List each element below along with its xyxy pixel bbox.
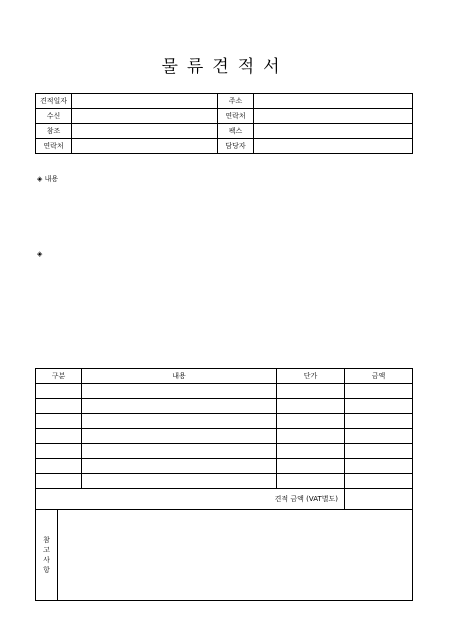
total-row: [36, 489, 413, 510]
fax-field[interactable]: [254, 124, 413, 139]
notes-label: 참고사항: [36, 510, 58, 601]
content-label: 내용: [44, 175, 59, 183]
table-cell[interactable]: [277, 384, 345, 399]
table-header-row: [36, 369, 413, 384]
table-cell[interactable]: [277, 459, 345, 474]
table-row: [36, 429, 413, 444]
notes-row: [36, 510, 413, 601]
table-row: [36, 399, 413, 414]
table-row: [36, 109, 413, 124]
table-cell[interactable]: [82, 474, 277, 489]
total-amount-field[interactable]: [345, 489, 413, 510]
table-cell[interactable]: [277, 399, 345, 414]
info-table: [35, 93, 413, 154]
table-cell[interactable]: [82, 429, 277, 444]
table-cell[interactable]: [36, 444, 82, 459]
table-cell[interactable]: [82, 414, 277, 429]
header-amount: 금액: [345, 369, 413, 384]
table-row: [36, 459, 413, 474]
table-cell[interactable]: [277, 429, 345, 444]
label-quote-date: 견적일자: [36, 94, 72, 109]
table-row: [36, 124, 413, 139]
table-row: [36, 384, 413, 399]
table-cell[interactable]: [82, 399, 277, 414]
table-cell[interactable]: [345, 459, 413, 474]
label-contact: 연락처: [218, 109, 254, 124]
table-row: [36, 414, 413, 429]
table-cell[interactable]: [345, 444, 413, 459]
table-row: [36, 139, 413, 154]
table-cell[interactable]: [36, 399, 82, 414]
manager-field[interactable]: [254, 139, 413, 154]
total-label: 견적 금액 (VAT별도): [36, 489, 345, 510]
label-reference: 참조: [36, 124, 72, 139]
contact-left-field[interactable]: [72, 139, 218, 154]
table-row: [36, 94, 413, 109]
label-fax: 팩스: [218, 124, 254, 139]
header-unit-price: 단가: [277, 369, 345, 384]
table-cell[interactable]: [36, 414, 82, 429]
reference-field[interactable]: [72, 124, 218, 139]
diamond-bullet-icon: ◈: [37, 175, 43, 183]
table-cell[interactable]: [277, 414, 345, 429]
notes-field[interactable]: [58, 510, 413, 601]
label-contact-left: 연락처: [36, 139, 72, 154]
second-section-heading: [37, 250, 42, 258]
contact-field[interactable]: [254, 109, 413, 124]
label-address: 주소: [218, 94, 254, 109]
table-cell[interactable]: [82, 384, 277, 399]
table-cell[interactable]: [36, 459, 82, 474]
diamond-bullet-icon: ◈: [37, 250, 43, 258]
table-row: [36, 444, 413, 459]
table-cell[interactable]: [36, 384, 82, 399]
table-cell[interactable]: [277, 474, 345, 489]
label-manager: 담당자: [218, 139, 254, 154]
item-table: [35, 368, 413, 601]
table-row: [36, 474, 413, 489]
content-section-heading: [37, 174, 58, 184]
address-field[interactable]: [254, 94, 413, 109]
table-cell[interactable]: [82, 459, 277, 474]
table-cell[interactable]: [36, 429, 82, 444]
quote-date-field[interactable]: [72, 94, 218, 109]
header-content: 내용: [82, 369, 277, 384]
table-cell[interactable]: [345, 399, 413, 414]
table-cell[interactable]: [36, 474, 82, 489]
table-cell[interactable]: [345, 384, 413, 399]
label-recipient: 수신: [36, 109, 72, 124]
table-cell[interactable]: [345, 414, 413, 429]
table-cell[interactable]: [345, 474, 413, 489]
table-cell[interactable]: [277, 444, 345, 459]
table-cell[interactable]: [82, 444, 277, 459]
table-cell[interactable]: [345, 429, 413, 444]
header-category: 구분: [36, 369, 82, 384]
document-title: 물류견적서: [161, 57, 289, 77]
recipient-field[interactable]: [72, 109, 218, 124]
